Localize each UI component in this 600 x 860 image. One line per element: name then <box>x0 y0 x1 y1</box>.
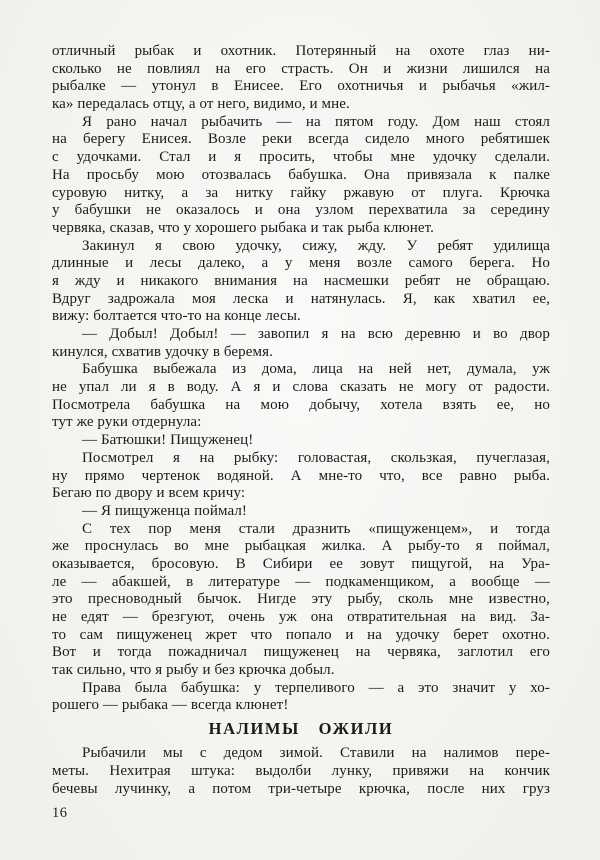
text-line: Посмотрел я на рыбку: головастая, скользкая, пучеглазая, <box>82 449 550 466</box>
text-line: На просьбу мою отозвалась бабушка. Она привязала к палке <box>52 166 550 183</box>
text-line: рыбалке — утонул в Енисее. Его охотничья и рыбачья «жил- <box>52 78 550 95</box>
text-line: ну прямо чертенок водяной. А мне-то что, все равно рыба. <box>52 467 550 484</box>
story-text-part2 <box>52 745 550 798</box>
text-line: Закинул я свою удочку, сижу, жду. У ребят удилища <box>82 237 550 254</box>
text-line: Посмотрела бабушка на мою добычу, хотела взять ее, но <box>52 396 550 413</box>
text-line: не упал ли я в воду. А я и слова сказать не могу от радости. <box>52 379 550 396</box>
text-line: сколько не повлиял на его страсть. Он и жизни лишился на <box>52 60 550 77</box>
text-line: же проснулась во мне рыбацкая жилка. А рыбу-то я поймал, <box>52 538 550 555</box>
text-line: кинулся, схватив удочку в беремя. <box>52 343 273 360</box>
text-line: ка» передалась отцу, а от него, видимо, и мне. <box>52 96 350 113</box>
page-number: 16 <box>52 805 68 822</box>
text-line: ле — абакшей, в литературе — подкаменщиком, а вообще — <box>52 573 550 590</box>
text-line: вижу: болтается что-то на конце лесы. <box>52 308 301 325</box>
text-line: Бабушка выбежала из дома, лица на ней нет, думала, уж <box>82 361 550 378</box>
text-line: — Я пищуженца поймал! <box>82 502 248 519</box>
text-line: отличный рыбак и охотник. Потерянный на охоте глаз ни- <box>52 43 550 59</box>
text-line: оказывается, бросовую. В Сибири ее зовут пищугой, на Ура- <box>52 555 550 572</box>
text-line: С тех пор меня стали дразнить «пищуженцем», и тогда <box>82 520 550 537</box>
text-line: рошего — рыбака — всегда клюнет! <box>52 697 289 714</box>
text-line: это пресноводный бычок. Нигде эту рыбу, сколь мне известно, <box>52 591 550 608</box>
text-line: у бабушки не оказалось и она узлом перехватила за середину <box>52 202 550 219</box>
text-line: меты. Нехитрая штука: выдолби лунку, привяжи на кончик <box>52 762 550 779</box>
text-line: Вот и тогда пожадничал пищуженец на червяка, заглотил его <box>52 644 550 661</box>
text-line: на берегу Енисея. Возле реки всегда сидело много ребятишек <box>52 131 550 148</box>
text-line: я жду и никакого внимания на насмешки ребят не обращаю. <box>52 272 550 289</box>
text-line: с удочками. Стал и я просить, чтобы мне удочку сделали. <box>52 149 550 166</box>
text-line: червяка, сказав, что у хорошего рыбака и так рыба клюнет. <box>52 219 435 236</box>
text-line: Рыбачили мы с дедом зимой. Ставили на налимов пере- <box>82 745 550 762</box>
story-text-part1 <box>52 43 550 715</box>
text-line: длинные и лесы далеко, а у меня возле самого берега. Но <box>52 255 550 272</box>
text-line: Бегаю по двору и всем кричу: <box>52 485 246 502</box>
text-line: Права была бабушка: у терпеливого — а это значит у хо- <box>82 679 550 696</box>
text-line: суровую нитку, а за нитку гайку ржавую от плуга. Крючка <box>52 184 550 201</box>
text-line: тут же руки отдернула: <box>52 414 202 431</box>
text-line: не едят — брезгуют, очень уж она отвратительная на вид. За- <box>52 609 550 625</box>
text-line: так сильно, что я рыбу и без крючка добыл. <box>52 662 335 679</box>
section-heading: НАЛИМЫ ОЖИЛИ <box>208 719 394 739</box>
text-line: — Батюшки! Пищуженец! <box>82 432 254 449</box>
text-line: Вдруг задрожала моя леска и натянулась. Я, как хватил ее, <box>52 290 550 307</box>
text-line: Я рано начал рыбачить — на пятом году. Дом наш стоял <box>82 113 550 130</box>
text-line: — Добыл! Добыл! — завопил я на всю деревню и во двор <box>82 326 550 342</box>
text-line: бечевы лучинку, а потом три-четыре крючка, после них груз <box>52 780 550 797</box>
text-line: то сам пищуженец жрет что попало и на удочку берет охотно. <box>52 626 550 643</box>
